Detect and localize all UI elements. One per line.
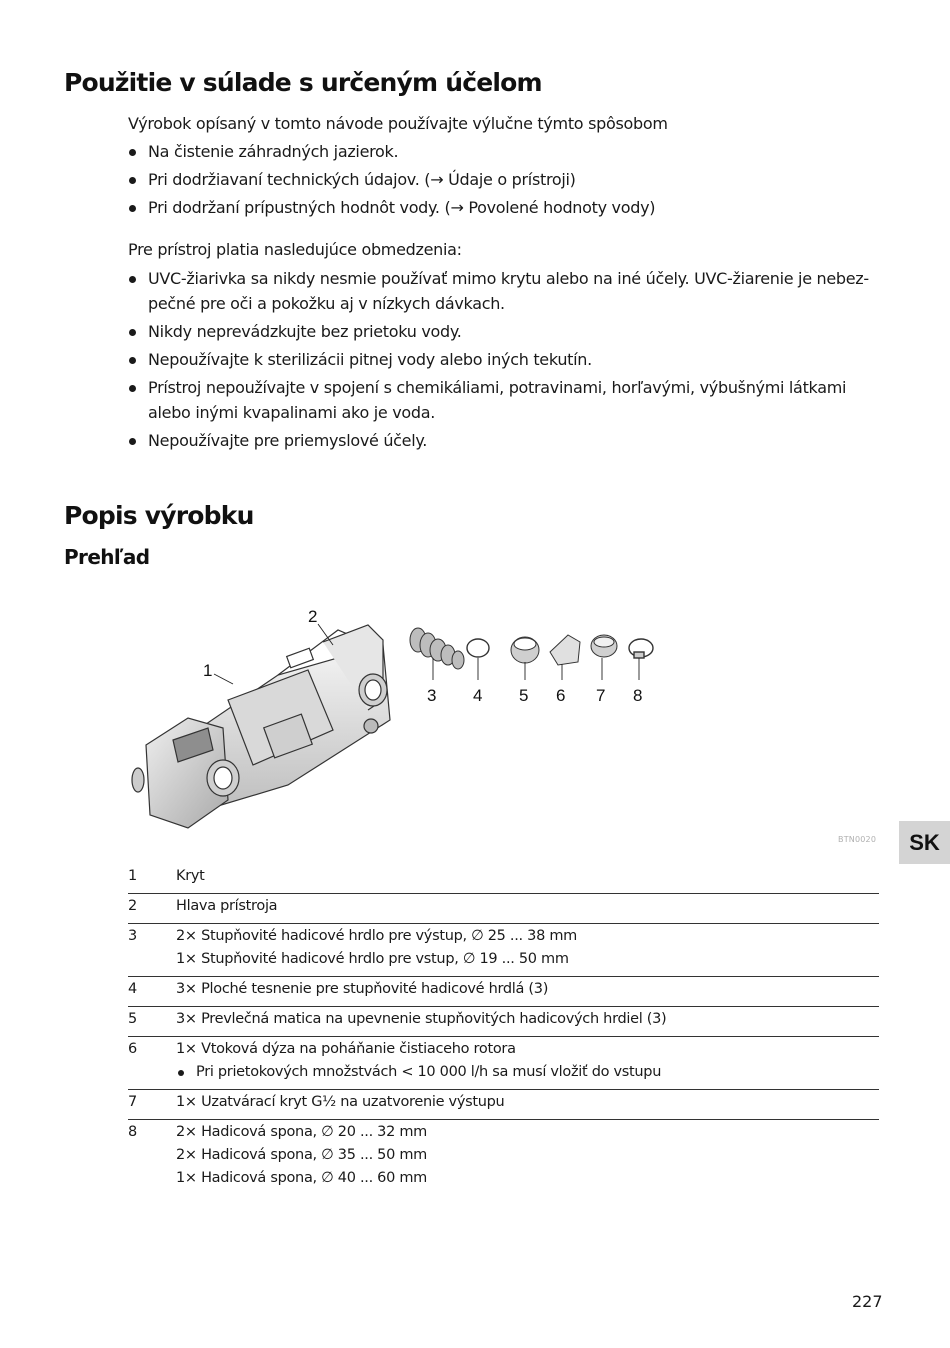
section-title-intended-use: Použitie v súlade s určeným účelom — [64, 68, 542, 97]
callout-label: 7 — [596, 686, 606, 705]
table-row — [128, 1037, 879, 1090]
list-item: Nikdy neprevádzkujte bez prietoku vody. — [128, 319, 870, 344]
list-item: Na čistenie záhradných jazierok. — [128, 139, 868, 164]
table-row — [128, 924, 879, 977]
parts-table — [128, 864, 879, 1195]
part-number: 6 — [128, 1037, 176, 1090]
part-description: 3× Prevlečná matica na upevnenie stupňovitých hadicových hrdiel (3) — [176, 1007, 879, 1037]
page-number: 227 — [852, 1292, 883, 1311]
callout-label: 3 — [427, 686, 437, 705]
part-number: 2 — [128, 894, 176, 924]
hose-tail-accessory — [410, 628, 464, 669]
list-item: Nepoužívajte k sterilizácii pitnej vody alebo iných tekutín. — [128, 347, 870, 372]
intended-use-list — [128, 139, 868, 223]
product-overview-figure — [128, 600, 656, 832]
part-number: 5 — [128, 1007, 176, 1037]
table-row — [128, 864, 879, 894]
callout-label: 8 — [633, 686, 643, 705]
section-title-product-description: Popis výrobku — [64, 501, 254, 530]
callout-label: 2 — [308, 607, 318, 626]
uv-clarifier-device — [132, 625, 390, 828]
restrictions-list — [128, 266, 870, 456]
flat-gasket-accessory — [467, 639, 489, 657]
callout-label: 4 — [473, 686, 483, 705]
table-row — [128, 977, 879, 1007]
intended-use-intro: Výrobok opísaný v tomto návode používajte výlučne týmto spôsobom — [128, 114, 668, 133]
list-item: Pri dodržiavaní technických údajov. (→ Údaje o prístroji) — [128, 167, 868, 192]
table-row — [128, 1120, 879, 1196]
figure-code: BTN0020 — [838, 835, 877, 844]
part-description: Kryt — [176, 864, 879, 894]
list-item: Pri dodržaní prípustných hodnôt vody. (→ Povolené hodnoty vody) — [128, 195, 868, 220]
part-number: 7 — [128, 1090, 176, 1120]
part-description: 2× Hadicová spona, ∅ 20 ... 32 mm 2× Hadicová spona, ∅ 35 ... 50 mm 1× Hadicová spona, ∅ 40 ... 60 mm — [176, 1124, 427, 1186]
table-row — [128, 894, 879, 924]
part-number: 3 — [128, 924, 176, 977]
part-description: Hlava prístroja — [176, 894, 879, 924]
restrictions-intro: Pre prístroj platia nasledujúce obmedzenia: — [128, 240, 462, 259]
part-description: 1× Uzatvárací kryt G½ na uzatvorenie výstupu — [176, 1090, 879, 1120]
nozzle-accessory — [550, 635, 580, 665]
part-number: 1 — [128, 864, 176, 894]
callout-label: 1 — [203, 661, 213, 680]
table-row — [128, 1007, 879, 1037]
table-row — [128, 1090, 879, 1120]
callout-label: 6 — [556, 686, 566, 705]
product-illustration — [128, 600, 656, 832]
closing-cap-accessory — [591, 635, 617, 657]
part-description: 2× Stupňovité hadicové hrdlo pre výstup, ∅ 25 ... 38 mm 1× Stupňovité hadicové hrdlo pre vstup, ∅ 19 ... 50 mm — [176, 924, 879, 977]
part-note: Pri prietokových množstvách < 10 000 l/h sa musí vložiť do vstupu — [176, 1061, 879, 1084]
hose-clamp-accessory — [629, 639, 653, 658]
section-subtitle-overview: Prehľad — [64, 545, 150, 569]
list-item: Prístroj nepoužívajte v spojení s chemikáliami, potravinami, horľavými, výbušnými látkami alebo inými kvapalinami ako je voda. — [128, 375, 870, 425]
union-nut-accessory — [511, 637, 539, 663]
part-description: 1× Vtoková dýza na poháňanie čistiaceho rotora Pri prietokových množstvách < 10 000 l/h sa musí vložiť do vstupu — [176, 1037, 879, 1090]
part-number: 4 — [128, 977, 176, 1007]
language-tab: SK — [899, 821, 950, 864]
list-item: UVC-žiarivka sa nikdy nesmie používať mimo krytu alebo na iné účely. UVC-žiarenie je nebez-pečné pre oči a pokožku aj v nízkych dávkach. — [128, 266, 870, 316]
list-item: Nepoužívajte pre priemyslové účely. — [128, 428, 870, 453]
part-number: 8 — [128, 1124, 137, 1140]
callout-label: 5 — [519, 686, 529, 705]
part-description: 3× Ploché tesnenie pre stupňovité hadicové hrdlá (3) — [176, 977, 879, 1007]
